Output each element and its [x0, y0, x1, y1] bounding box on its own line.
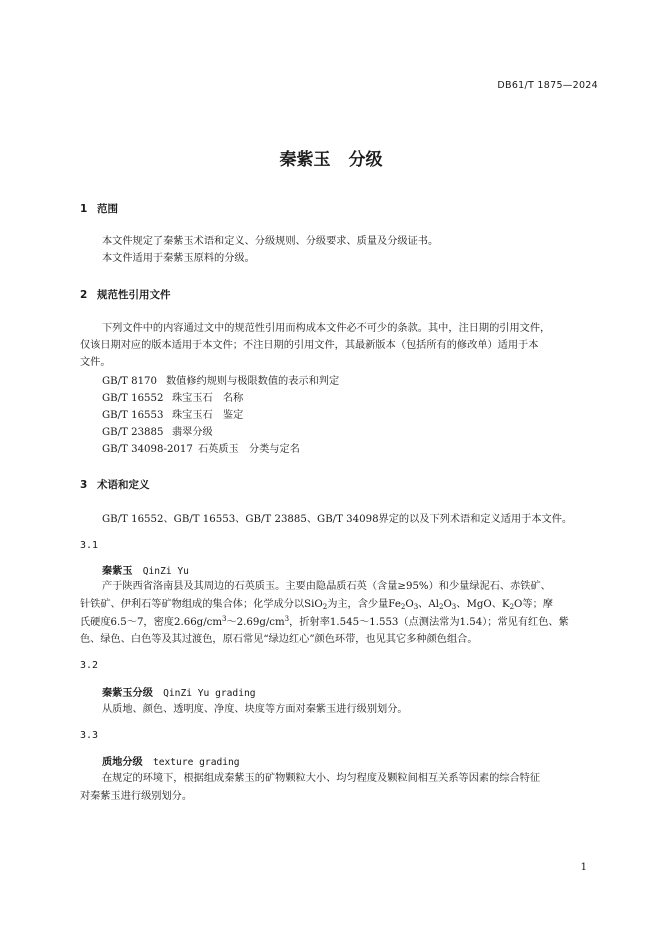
term-english: QinZi Yu [142, 566, 189, 577]
reference-item [102, 406, 243, 421]
reference-item [102, 372, 339, 387]
title-sub: 分级 [348, 150, 383, 170]
references-intro-line-2: 仅该日期对应的版本适用于本文件；不注日期的引用文件，其最新版本（包括所有的修改单）适用于本 [80, 340, 539, 351]
section-1-heading [80, 201, 118, 216]
references-intro-line-3: 文件。 [80, 357, 111, 368]
terms-intro: GB/T 16552、GB/T 16553、GB/T 23885、GB/T 34098界定的以及下列术语和定义适用于本文件。 [102, 514, 573, 525]
term-chinese: 质地分级 [102, 757, 143, 768]
section-3-heading [80, 477, 150, 492]
definition-3-1-line-2: 针铁矿、伊利石等矿物组成的集合体；化学成分以SiO$_2$为主，含少量$Fe_2O_3$、$Al_2O_3$、MgO、$K_2O$等；摩 [80, 599, 553, 611]
term-3-3 [102, 753, 240, 768]
section-number: 3 [80, 479, 88, 491]
title-main: 秦紫玉 [279, 150, 331, 170]
page-title [0, 145, 662, 170]
reference-item [102, 423, 213, 438]
section-2-heading [80, 287, 171, 302]
reference-code: GB/T 16553 [102, 410, 164, 421]
reference-code: GB/T 16552 [102, 393, 164, 404]
reference-item [102, 440, 300, 455]
term-english: QinZi Yu grading [163, 688, 256, 699]
section-number: 1 [80, 203, 88, 215]
definition-3-3-line-1: 在规定的环境下，根据组成秦紫玉的矿物颗粒大小、均匀程度及颗粒间相互关系等因素的综合特征 [102, 773, 541, 784]
definition-3-1-line-4: 色、绿色、白色等及其过渡色，原石常见“绿边红心”颜色环带，也见其它多种颜色组合。 [80, 634, 478, 645]
section-title: 范围 [97, 203, 118, 215]
reference-title: 石英质玉 分类与定名 [198, 444, 300, 455]
reference-code: GB/T 23885 [102, 427, 164, 438]
reference-title: 珠宝玉石 鉴定 [172, 410, 244, 421]
term-3-1 [102, 562, 189, 577]
reference-item [102, 389, 243, 404]
clause-number-3-3: 3.3 [80, 730, 99, 741]
reference-title: 翡翠分级 [172, 427, 213, 438]
scope-paragraph-1: 本文件规定了秦紫玉术语和定义、分级规则、分级要求、质量及分级证书。 [102, 236, 439, 247]
term-3-2 [102, 684, 256, 699]
section-title: 术语和定义 [97, 479, 150, 491]
page-number: 1 [580, 862, 587, 873]
definition-3-2-line-1: 从质地、颜色、透明度、净度、块度等方面对秦紫玉进行级别划分。 [102, 704, 408, 715]
references-intro-line-1: 下列文件中的内容通过文中的规范性引用而构成本文件必不可少的条款。其中，注日期的引用文件， [102, 323, 551, 334]
clause-number-3-1: 3.1 [80, 540, 99, 551]
reference-title: 数值修约规则与极限数值的表示和判定 [166, 376, 340, 387]
term-english: texture grading [152, 757, 240, 768]
section-title: 规范性引用文件 [97, 289, 171, 301]
clause-number-3-2: 3.2 [80, 660, 99, 671]
reference-code: GB/T 34098-2017 [102, 444, 193, 455]
term-chinese: 秦紫玉分级 [102, 688, 153, 699]
scope-paragraph-2: 本文件适用于秦紫玉原料的分级。 [102, 253, 255, 264]
document-code: DB61/T 1875—2024 [497, 80, 598, 91]
term-chinese: 秦紫玉 [102, 566, 133, 577]
definition-3-1-line-3: 氏硬度6.5～7，密度$2.66g/cm^3\sim 2.69g/cm^3$，折射率1.545～1.553（点测法常为1.54）；常见有红色、紫 [80, 615, 569, 628]
definition-3-1-line-1: 产于陕西省洛南县及其周边的石英质玉。主要由隐晶质石英（含量≥95%）和少量绿泥石、赤铁矿、 [102, 581, 551, 592]
reference-title: 珠宝玉石 名称 [172, 393, 244, 404]
section-number: 2 [80, 289, 88, 301]
definition-3-3-line-2: 对秦紫玉进行级别划分。 [80, 791, 193, 802]
reference-code: GB/T 8170 [102, 376, 158, 387]
